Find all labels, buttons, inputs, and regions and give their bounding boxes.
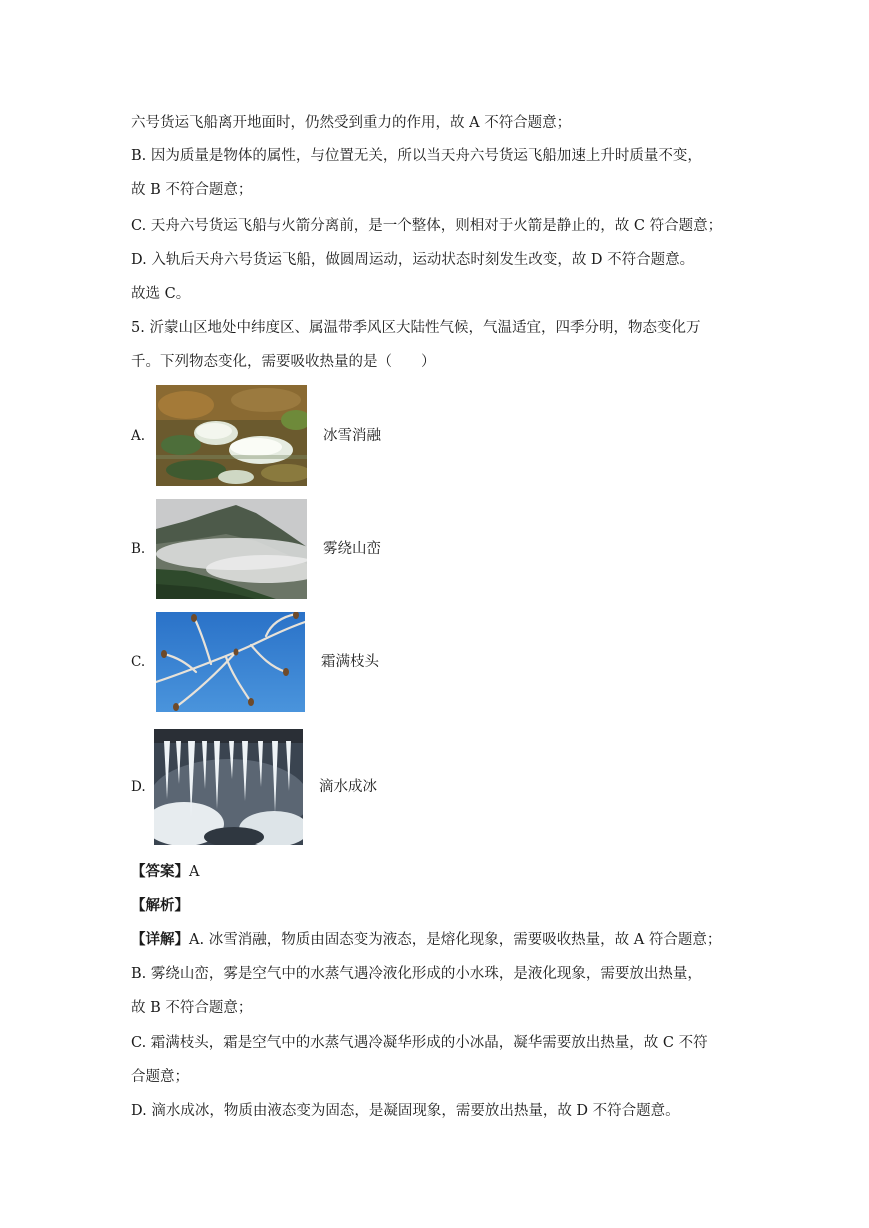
detail-line: C. 霜满枝头，霜是空气中的水蒸气遇冷凝华形成的小冰晶，凝华需要放出热量，故 C 不符: [131, 1035, 708, 1051]
detail-line: [131, 930, 721, 950]
option-c-label: C.: [131, 654, 146, 670]
question-line: 5. 沂蒙山区地处中纬度区、属温带季风区大陆性气候，气温适宜，四季分明，物态变化万: [131, 320, 701, 336]
detail-line: B. 雾绕山峦，雾是空气中的水蒸气遇冷液化形成的小水珠，是液化现象，需要放出热量，: [131, 966, 702, 982]
option-d-text: 滴水成冰: [319, 779, 377, 795]
detail-text: A. 冰雪消融，物质由固态变为液态，是熔化现象，需要吸收热量，故 A 符合题意；: [189, 932, 722, 948]
icicles-photo: [154, 729, 303, 845]
frosted-branch-photo: [156, 612, 305, 712]
text-line: C. 天舟六号货运飞船与火箭分离前，是一个整体，则相对于火箭是静止的，故 C 符合题意；: [131, 218, 723, 234]
misty-mountain-photo: [156, 499, 307, 599]
answer-bracket: 【答案】: [131, 863, 189, 880]
option-b-label: B.: [131, 541, 146, 557]
text-line: D. 入轨后天舟六号货运飞船，做圆周运动，运动状态时刻发生改变，故 D 不符合题意。: [131, 252, 695, 268]
question-line: 千。下列物态变化，需要吸收热量的是（ ）: [131, 354, 436, 370]
melting-ice-photo: [156, 385, 307, 486]
text-line: 故选 C。: [131, 286, 191, 302]
analysis-heading: 【解析】: [131, 897, 189, 914]
option-c-text: 霜满枝头: [321, 654, 379, 670]
answer-line: [131, 862, 199, 882]
option-a-label: A.: [131, 428, 146, 444]
text-line: 故 B 不符合题意；: [131, 182, 253, 198]
answer-value: A: [189, 864, 200, 880]
text-line: B. 因为质量是物体的属性，与位置无关，所以当天舟六号货运飞船加速上升时质量不变，: [131, 148, 702, 164]
detail-line: D. 滴水成冰，物质由液态变为固态，是凝固现象，需要放出热量，故 D 不符合题意。: [131, 1103, 680, 1119]
detail-bracket: 【详解】: [131, 931, 189, 948]
option-b-text: 雾绕山峦: [323, 541, 381, 557]
text-line: 六号货运飞船离开地面时，仍然受到重力的作用，故 A 不符合题意；: [131, 115, 572, 131]
option-a-text: 冰雪消融: [323, 428, 381, 444]
detail-line: 合题意；: [131, 1069, 189, 1085]
option-d-label: D.: [131, 779, 146, 795]
detail-line: 故 B 不符合题意；: [131, 1000, 253, 1016]
